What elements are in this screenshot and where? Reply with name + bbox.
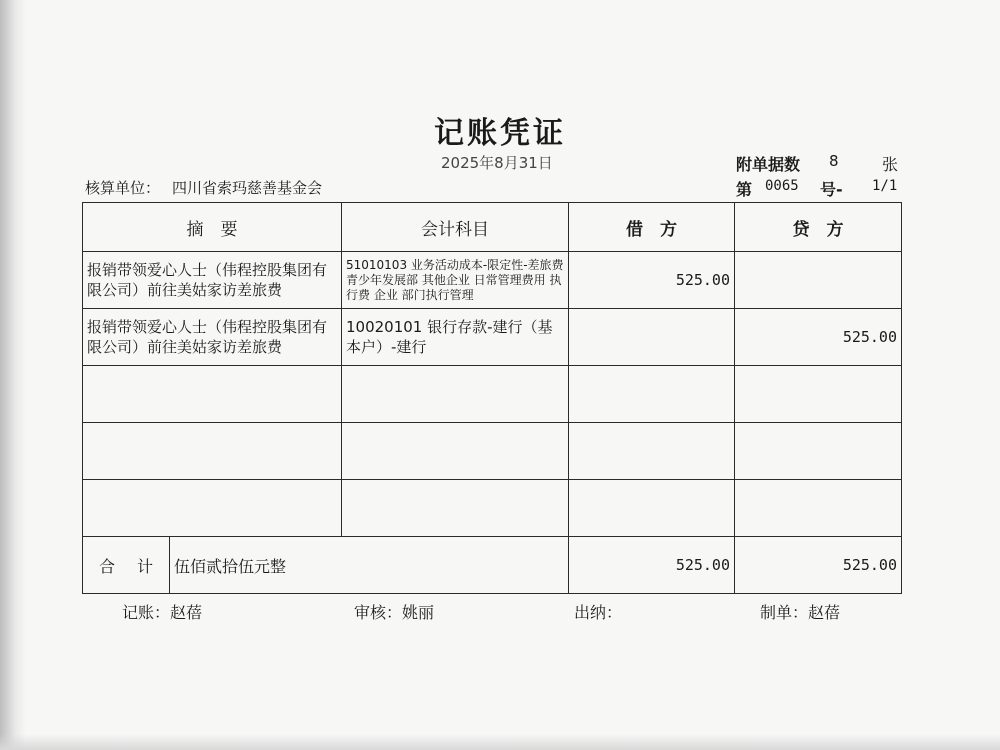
attachments-unit: 张 [882, 155, 899, 174]
cashier-label: 出纳： [574, 603, 623, 622]
bookkeeper-name: 赵蓓 [170, 603, 203, 622]
accounting-unit-name: 四川省索玛慈善基金会 [172, 179, 323, 197]
cashier-signature [574, 600, 622, 623]
row-credit [735, 252, 902, 309]
reviewer-label: 审核： [354, 603, 403, 622]
preparer-label: 制单： [760, 603, 809, 622]
preparer-signature [760, 600, 840, 623]
total-credit: 525.00 [735, 537, 902, 594]
voucher-number: 0065 [765, 178, 799, 194]
voucher-date: 2025年8月31日 [441, 154, 553, 172]
total-label-b: 计 [137, 556, 154, 576]
table-row [83, 309, 902, 366]
header-debit: 借 方 [569, 203, 735, 252]
row-debit [569, 309, 735, 366]
header-summary: 摘 要 [83, 203, 342, 252]
preparer-name: 赵蓓 [808, 603, 841, 622]
table-row [83, 252, 902, 309]
table-row-empty [83, 366, 902, 423]
attachments-count: 8 [829, 152, 839, 170]
attachments-label: 附单据数 [736, 155, 801, 174]
row-credit: 525.00 [735, 309, 902, 366]
bookkeeper-signature [122, 600, 202, 623]
voucher-title: 记账凭证 [434, 116, 566, 151]
row-summary: 报销带领爱心人士（伟程控股集团有限公司）前往美姑家访差旅费 [83, 309, 342, 366]
total-label-a: 合 [98, 556, 115, 576]
row-debit: 525.00 [569, 252, 735, 309]
row-summary: 报销带领爱心人士（伟程控股集团有限公司）前往美姑家访差旅费 [83, 252, 342, 309]
voucher-number-suffix: 号- [820, 180, 843, 199]
table-header-row [83, 203, 902, 252]
row-account: 51010103 业务活动成本-限定性-差旅费 青少年发展部 其他企业 日常管理费用 执行费 企业 部门执行管理 [342, 252, 569, 309]
row-account: 10020101 银行存款-建行（基本户）-建行 [342, 309, 569, 366]
reviewer-name: 姚丽 [402, 603, 435, 622]
table-row-empty [83, 480, 902, 537]
voucher-number-label: 第 [736, 180, 753, 199]
total-label-cell [83, 537, 569, 594]
voucher-page: 1/1 [872, 178, 898, 194]
header-credit: 贷 方 [735, 203, 902, 252]
scan-bottom-shadow [0, 734, 1000, 750]
total-amount-words: 伍佰贰拾伍元整 [174, 556, 287, 576]
reviewer-signature [354, 600, 434, 623]
accounting-unit-label: 核算单位： [85, 179, 161, 197]
bookkeeper-label: 记账： [122, 603, 171, 622]
header-account: 会计科目 [342, 203, 569, 252]
table-row-empty [83, 423, 902, 480]
total-debit: 525.00 [569, 537, 735, 594]
total-row [83, 537, 902, 594]
voucher-table [82, 202, 902, 594]
